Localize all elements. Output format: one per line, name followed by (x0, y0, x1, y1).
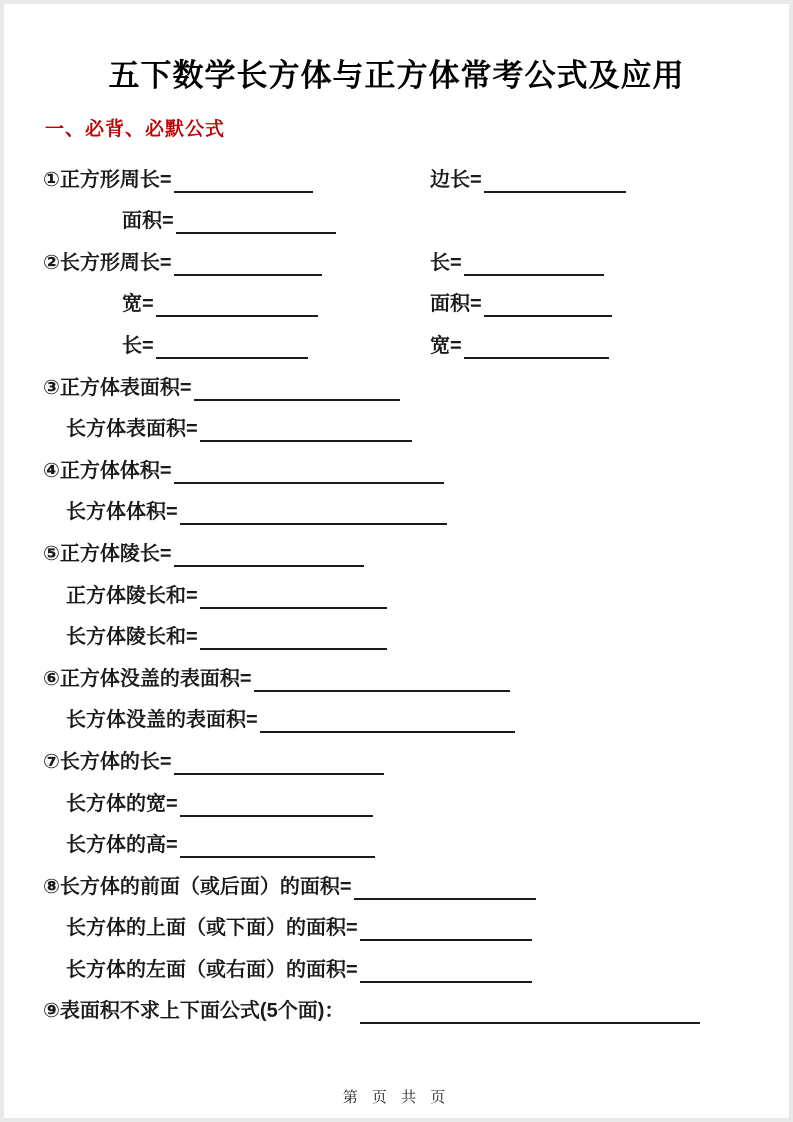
blank-line (200, 626, 387, 650)
formula-row (4, 699, 789, 741)
formula-row (4, 948, 789, 990)
formula-label: 长方体陵长和= (66, 626, 198, 649)
formula-label: ⑤正方体陵长= (43, 542, 172, 565)
blank-line (174, 751, 384, 775)
formula-row (4, 491, 789, 533)
formula-label: 长方体的宽= (66, 792, 178, 815)
formula-list (4, 158, 789, 1031)
blank-line (260, 709, 515, 733)
formula-label: 边长= (430, 168, 482, 191)
formula-row (4, 657, 789, 699)
formula-label: 长= (122, 334, 154, 357)
blank-line (174, 543, 364, 567)
formula-row (4, 574, 789, 616)
formula-label: ⑥正方体没盖的表面积= (43, 667, 252, 690)
formula-label: ④正方体体积= (43, 459, 172, 482)
formula-row (4, 158, 789, 200)
formula-row (4, 865, 789, 907)
formula-row (4, 740, 789, 782)
worksheet-title: 五下数学长方体与正方体常考公式及应用 (108, 58, 685, 93)
formula-label: ②长方形周长= (43, 251, 172, 274)
formula-row (4, 907, 789, 949)
blank-line (464, 252, 604, 276)
blank-line (360, 917, 532, 941)
page-footer: 第 页 共 页 (342, 1089, 451, 1106)
blank-line (174, 252, 322, 276)
blank-line (180, 834, 375, 858)
formula-label: 长方体体积= (66, 501, 178, 524)
formula-row (4, 532, 789, 574)
formula-row (4, 782, 789, 824)
formula-label: 面积= (122, 210, 174, 233)
formula-row (4, 824, 789, 866)
formula-label: 长方体的高= (66, 834, 178, 857)
formula-label: ⑦长方体的长= (43, 750, 172, 773)
formula-label: ③正方体表面积= (43, 376, 192, 399)
formula-label: 长= (430, 251, 462, 274)
formula-label: 正方体陵长和= (66, 584, 198, 607)
formula-row (4, 366, 789, 408)
blank-line (200, 585, 387, 609)
formula-label: ⑧长方体的前面（或后面）的面积= (43, 875, 352, 898)
worksheet-page (4, 4, 789, 1118)
formula-label: ⑨表面积不求上下面公式(5个面)： (43, 1000, 345, 1023)
formula-label: ①正方形周长= (43, 168, 172, 191)
blank-line (180, 501, 447, 525)
blank-line (174, 169, 313, 193)
formula-row (4, 241, 789, 283)
formula-row (4, 283, 789, 325)
formula-row (4, 408, 789, 450)
blank-line (174, 460, 444, 484)
formula-label: 长方体没盖的表面积= (66, 709, 258, 732)
formula-label: 长方体的上面（或下面）的面积= (66, 917, 358, 940)
blank-line (254, 668, 510, 692)
blank-line (156, 335, 308, 359)
formula-row (4, 324, 789, 366)
formula-row (4, 616, 789, 658)
formula-row (4, 449, 789, 491)
formula-label: 宽= (430, 334, 462, 357)
blank-line (464, 335, 609, 359)
formula-label: 长方体表面积= (66, 418, 198, 441)
blank-line (484, 293, 612, 317)
section-heading: 一、必背、必默公式 (45, 119, 226, 140)
formula-label: 面积= (430, 293, 482, 316)
blank-line (156, 293, 318, 317)
formula-label: 宽= (122, 293, 154, 316)
blank-line (180, 793, 373, 817)
blank-line (200, 418, 412, 442)
blank-line (194, 377, 400, 401)
blank-line (360, 1000, 700, 1024)
blank-line (360, 959, 532, 983)
formula-row (4, 200, 789, 242)
blank-line (484, 169, 626, 193)
formula-row (4, 990, 789, 1032)
formula-label: 长方体的左面（或右面）的面积= (66, 958, 358, 981)
blank-line (354, 876, 536, 900)
blank-line (176, 210, 336, 234)
